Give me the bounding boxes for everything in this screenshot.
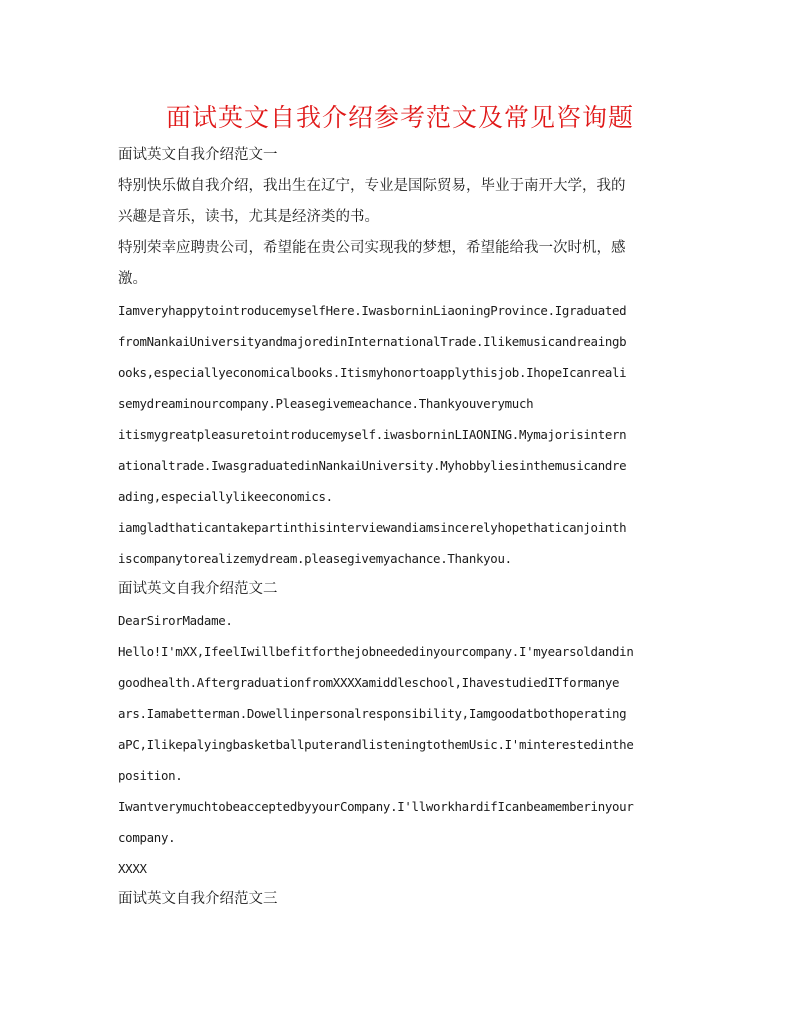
paragraph-line: 激。 (118, 271, 147, 287)
paragraph-line: Hello!I'mXX,IfeelIwillbefitforthejobneededinyourcompany.I'myearsoldandin (118, 644, 634, 659)
document-body (118, 140, 684, 915)
paragraph-line: goodhealth.AftergraduationfromXXXXamiddleschool,IhavestudiedITformanye (118, 675, 620, 690)
paragraph-line: company. (118, 830, 176, 845)
paragraph-line: ooks,especiallyeconomicalbooks.Itismyhonortoapplythisjob.IhopeIcanreali (118, 365, 627, 380)
paragraph-line: IamveryhappytointroducemyselfHere.IwasborninLiaoningProvince.Igraduated (118, 303, 627, 318)
paragraph-line: 兴趣是音乐，读书，尤其是经济类的书。 (118, 209, 379, 225)
paragraph-line: itismygreatpleasuretointroducemyself.iwasborninLIAONING.Mymajorisintern (118, 427, 627, 442)
signature-line: XXXX (118, 861, 147, 876)
section-heading-2: 面试英文自我介绍范文二 (118, 581, 278, 597)
section-heading-3: 面试英文自我介绍范文三 (118, 891, 278, 907)
paragraph-line: ars.Iamabetterman.Dowellinpersonalresponsibility,Iamgoodatbothoperating (118, 706, 627, 721)
paragraph-line: ading,especiallylikeeconomics. (118, 489, 333, 504)
paragraph-line: aPC,IlikepalyingbasketballputerandlisteningtothemUsic.I'minterestedinthe (118, 737, 634, 752)
paragraph-line: ationaltrade.IwasgraduatedinNankaiUniversity.Myhobbyliesinthemusicandre (118, 458, 627, 473)
paragraph-line: 特别荣幸应聘贵公司，希望能在贵公司实现我的梦想，希望能给我一次时机，感 (118, 240, 626, 256)
paragraph-line: semydreaminourcompany.Pleasegivemeachance.Thankyouverymuch (118, 396, 534, 411)
paragraph-line: IwantverymuchtobeacceptedbyyourCompany.I'llworkhardifIcanbeamemberinyour (118, 799, 634, 814)
paragraph-line: iamgladthaticantakepartinthisinterviewandiamsincerelyhopethaticanjointh (118, 520, 627, 535)
paragraph-line: 特别快乐做自我介绍，我出生在辽宁，专业是国际贸易，毕业于南开大学，我的 (118, 178, 626, 194)
paragraph-line: DearSirorMadame. (118, 613, 233, 628)
paragraph-line: fromNankaiUniversityandmajoredinInternationalTrade.Ilikemusicandreaingb (118, 334, 627, 349)
section-heading-1: 面试英文自我介绍范文一 (118, 147, 278, 163)
paragraph-line: position. (118, 768, 183, 783)
page-title: 面试英文自我介绍参考范文及常见咨询题 (165, 103, 634, 132)
paragraph-line: iscompanytorealizemydream.pleasegivemyachance.Thankyou. (118, 551, 512, 566)
